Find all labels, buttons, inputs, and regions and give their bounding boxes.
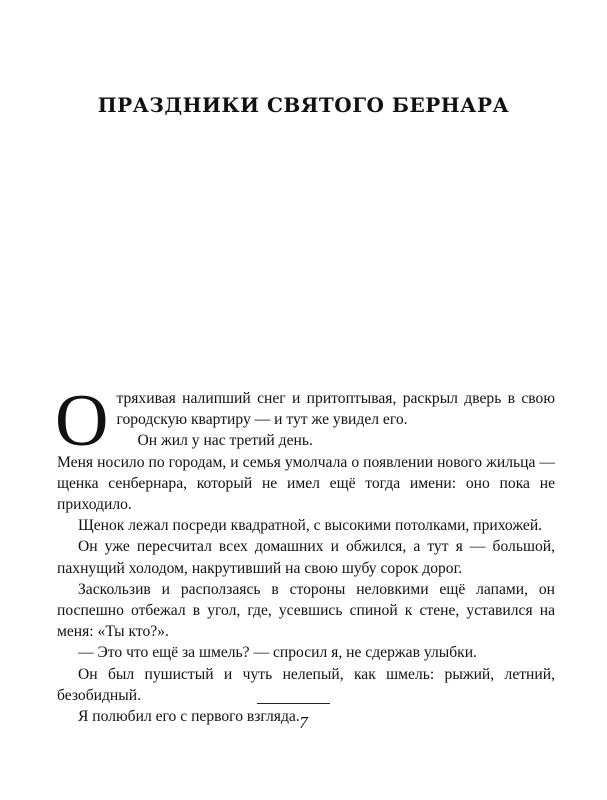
paragraph: Он жил у нас третий день.: [137, 432, 313, 450]
paragraph: Щенок лежал посреди квадратной, с высокими потолками, прихожей.: [78, 517, 543, 535]
paragraph: Я полюбил его с первого взгляда.: [78, 708, 300, 726]
chapter-body: [55, 380, 555, 727]
paragraph: Заскользив и расползаясь в стороны неловкими ещё лапами, он поспешно отбежал в угол, где, усевшись спиной к стене, уставился на меня: «Ты кто?».: [57, 580, 555, 641]
paragraph: Он был пушистый и чуть нелепый, как шмель: рыжий, летний, безобидный.: [57, 665, 555, 704]
paragraph: — Это что ещё за шмель? — спросил я, не сдержав улыбки.: [78, 644, 477, 662]
paragraph-opening-text: тряхивая налипший снег и притоптывая, раскрыл дверь в свою городскую квартиру — и тут же увидел его.: [116, 390, 555, 429]
footer-divider: [257, 703, 330, 704]
paragraph: Он уже пересчитал всех домашних и обжился, а тут я — большой, пахнущий холодом, накрутивший на свою шубу сорок дорог.: [57, 538, 555, 577]
drop-cap: О: [55, 380, 109, 462]
page-number: 7: [299, 713, 308, 732]
chapter-title: ПРАЗДНИКИ СВЯТОГО БЕРНАРА: [97, 93, 510, 117]
paragraph: Меня носило по городам, и семья умолчала о появлении нового жильца — щенка сенбернара, который не имел ещё тогда имени: оно пока не приходило.: [57, 453, 555, 514]
